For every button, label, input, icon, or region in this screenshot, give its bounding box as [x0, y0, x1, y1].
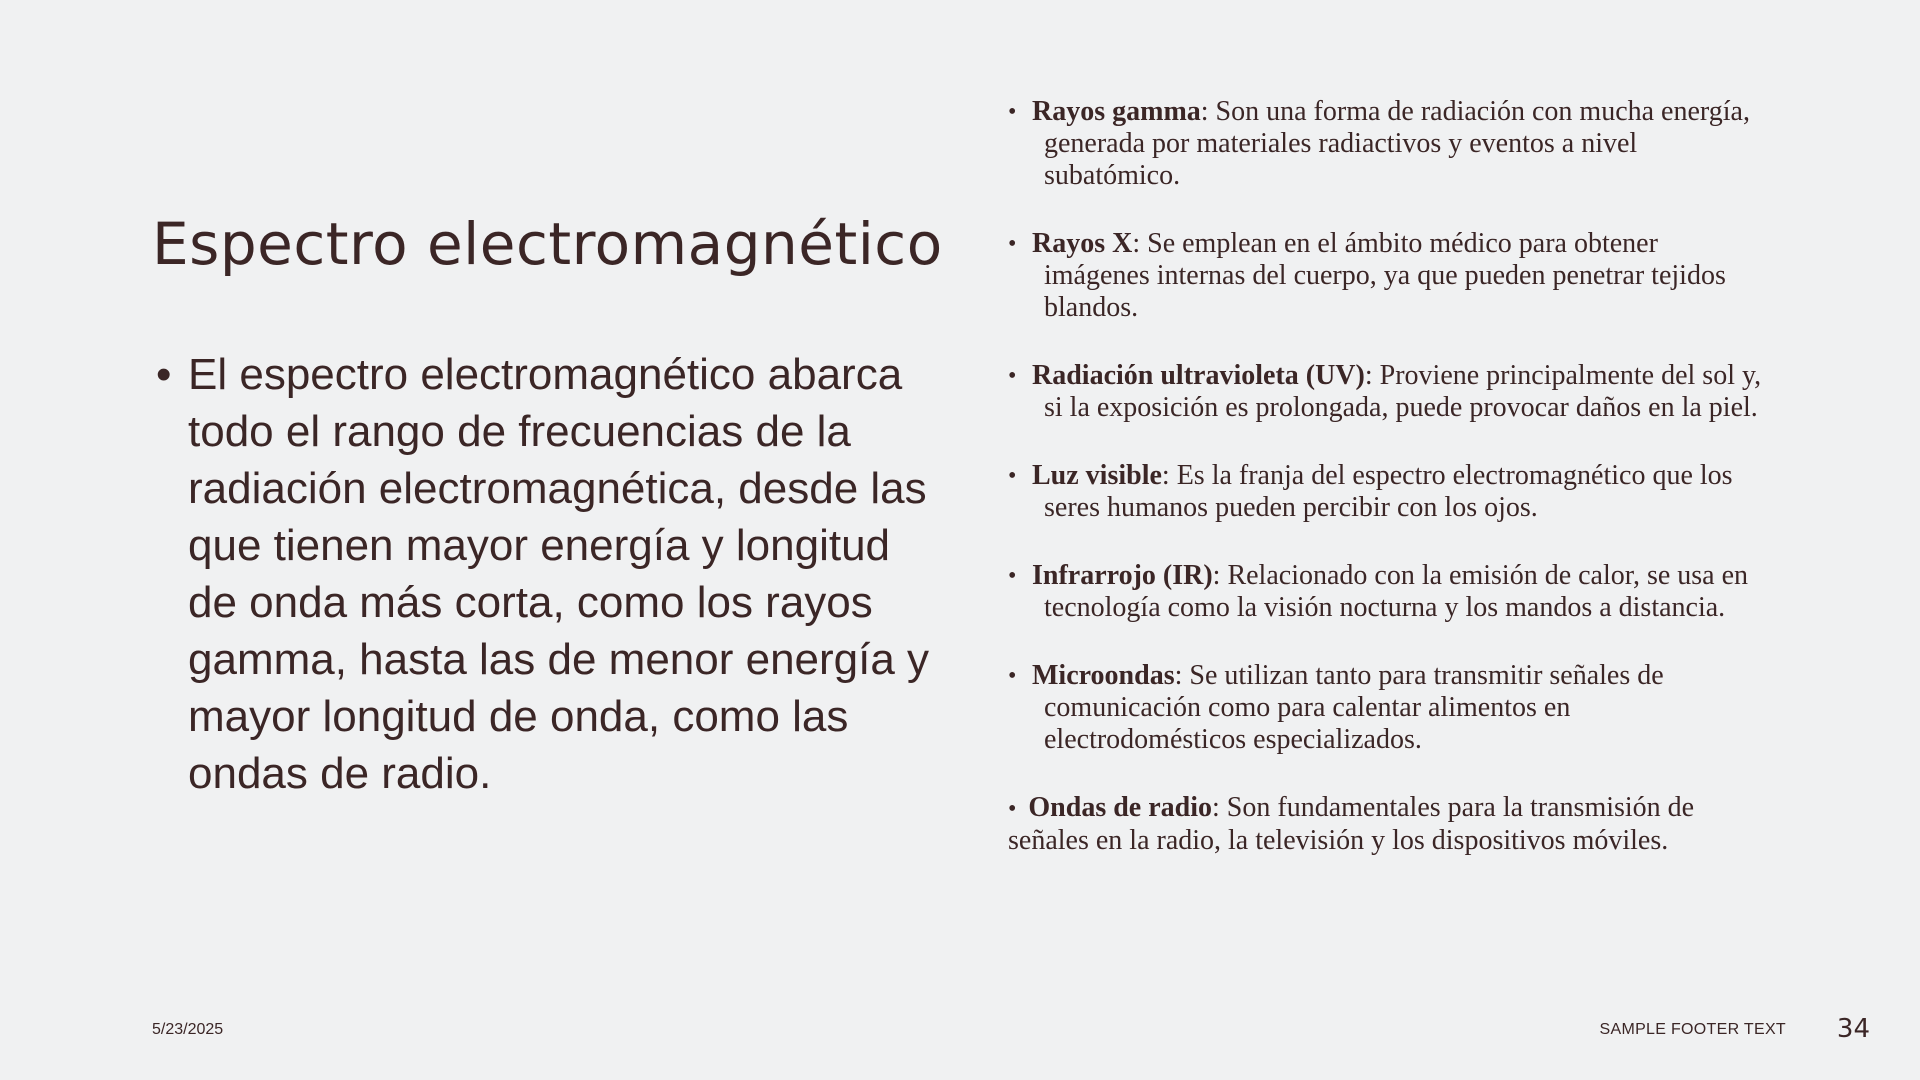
- bullet-marker: •: [156, 350, 172, 399]
- item-description: : Son fundamentales para la transmisión de señales en la radio, la televisión y los dispositivos móviles.: [1008, 792, 1695, 856]
- item-term: Microondas: [1032, 660, 1175, 691]
- list-item-microwaves: [1008, 660, 1768, 756]
- list-item-xrays: [1008, 228, 1768, 324]
- bullet-marker: •: [1008, 663, 1017, 689]
- footer-date: 5/23/2025: [152, 1021, 224, 1038]
- left-bullet-text: El espectro electromagnético abarca todo el rango de frecuencias de la radiación electromagnética, desde las que tienen mayor energía y longitud de onda más corta, como los rayos gamma, hasta las de menor energía y mayor longitud de onda, como las ondas de radio.: [188, 350, 930, 798]
- item-description: : Proviene principalmente del sol y, si la exposición es prolongada, puede provocar daños en la piel.: [1044, 360, 1762, 423]
- item-description: : Se utilizan tanto para transmitir señales de comunicación como para calentar alimentos en electrodomésticos especializados.: [1044, 660, 1664, 755]
- spectrum-list: [1008, 96, 1768, 893]
- list-item-gamma: [1008, 96, 1768, 192]
- bullet-marker: •: [1008, 796, 1017, 822]
- list-item-visible-light: [1008, 460, 1768, 524]
- item-term: Rayos X: [1032, 228, 1133, 259]
- left-bullet-item: [152, 346, 932, 802]
- item-term: Infrarrojo (IR): [1032, 560, 1213, 591]
- item-term: Ondas de radio: [1028, 792, 1213, 823]
- item-description: : Se emplean en el ámbito médico para obtener imágenes internas del cuerpo, ya que pueden penetrar tejidos blandos.: [1044, 228, 1726, 323]
- slide-title: Espectro electromagnético: [152, 210, 943, 278]
- item-term: Radiación ultravioleta (UV): [1032, 360, 1365, 391]
- footer-text: SAMPLE FOOTER TEXT: [1599, 1021, 1786, 1038]
- bullet-marker: •: [1008, 99, 1017, 125]
- bullet-marker: •: [1008, 463, 1017, 489]
- list-item-radio-waves: [1008, 792, 1768, 857]
- bullet-marker: •: [1008, 363, 1017, 389]
- item-description: : Es la franja del espectro electromagnético que los seres humanos pueden percibir con los ojos.: [1044, 460, 1733, 523]
- item-term: Luz visible: [1032, 460, 1162, 491]
- item-term: Rayos gamma: [1032, 96, 1201, 127]
- list-item-ultraviolet: [1008, 360, 1768, 424]
- item-description: : Son una forma de radiación con mucha energía, generada por materiales radiactivos y eventos a nivel subatómico.: [1044, 96, 1750, 191]
- bullet-marker: •: [1008, 231, 1017, 257]
- list-item-infrared: [1008, 560, 1768, 624]
- bullet-marker: •: [1008, 563, 1017, 589]
- item-description: : Relacionado con la emisión de calor, se usa en tecnología como la visión nocturna y los mandos a distancia.: [1044, 560, 1749, 623]
- left-content-body: [152, 346, 932, 802]
- page-number: 34: [1836, 1014, 1870, 1044]
